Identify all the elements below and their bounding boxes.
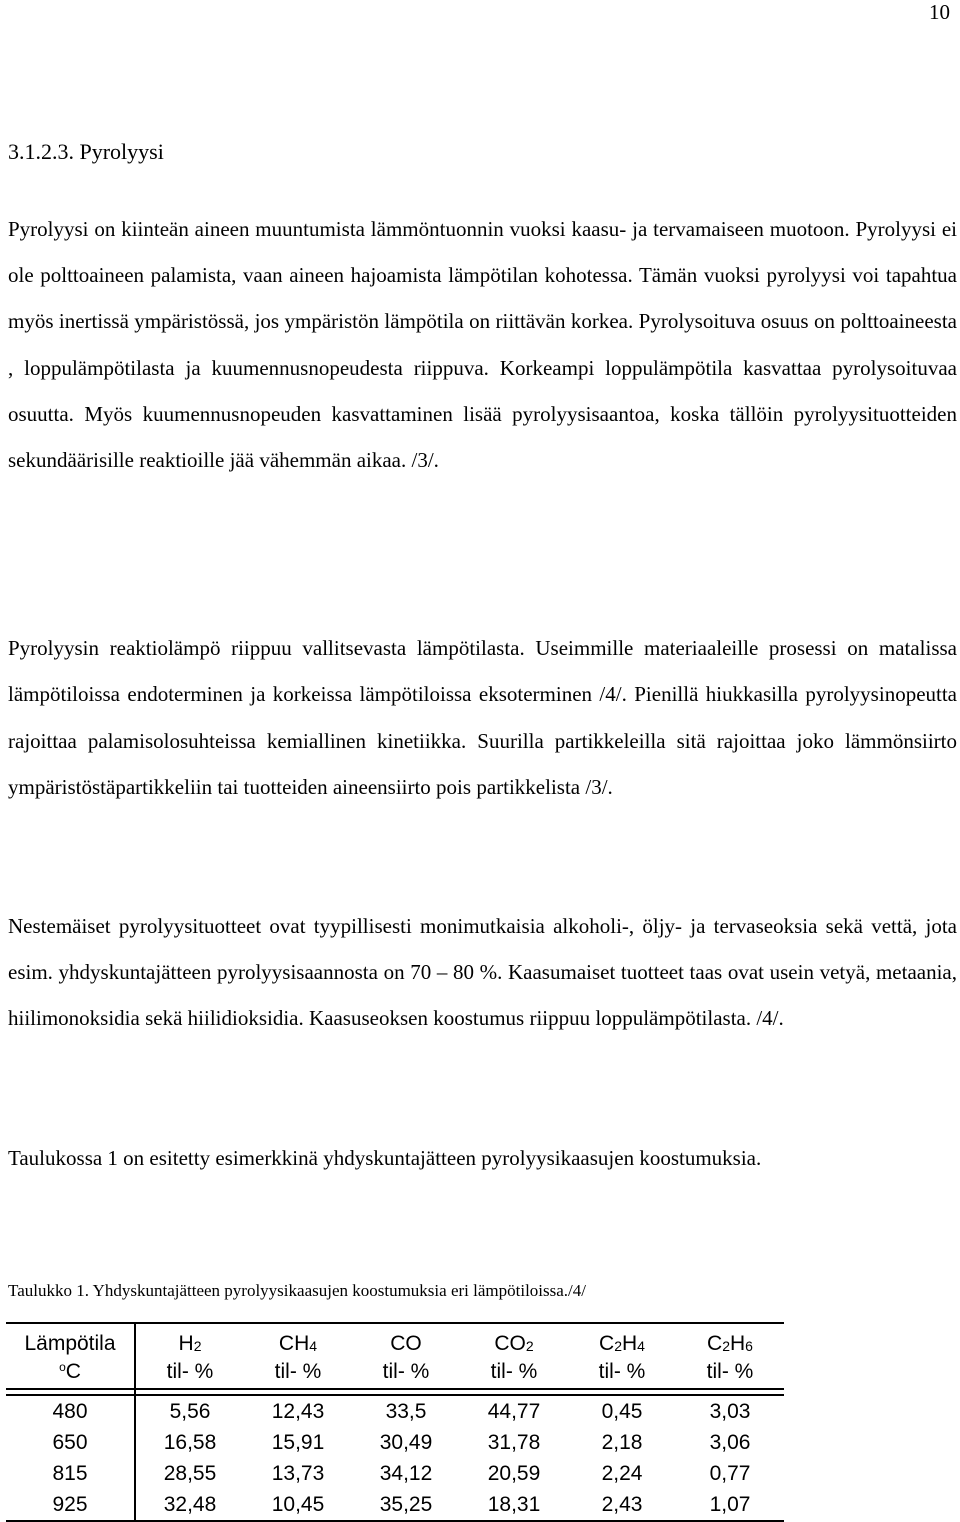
cell-value: 18,31 xyxy=(460,1489,568,1521)
cell-value: 3,03 xyxy=(676,1395,784,1427)
unit-h2: til- % xyxy=(135,1356,244,1389)
cell-value: 31,78 xyxy=(487,1430,541,1454)
unit-ch4: til- % xyxy=(244,1356,352,1389)
cell-value: 3,06 xyxy=(709,1430,751,1454)
paragraph-pyrolysis-products: Nestemäiset pyrolyysituotteet ovat tyypillisesti monimutkaisia alkoholi-, öljy- ja tervaseoksia sekä vettä, jota esim. yhdyskuntajätteen pyrolyysisaannosta on 70 – 80 %. Kaasumaiset tuotteet taas ovat usein vetyä, metaania, hiilimonoksidia sekä hiilidioksidia. Kaasuseoksen koostumus riippuu loppulämpötilasta. /4/. xyxy=(8,914,957,1030)
unit-c2h4: til- % xyxy=(568,1356,676,1389)
paragraph-table-reference: Taulukossa 1 on esitetty esimerkkinä yhdyskuntajätteen pyrolyysikaasujen koostumuksia. xyxy=(8,1146,762,1170)
table-row xyxy=(6,1489,784,1521)
section-heading: 3.1.2.3. Pyrolyysi xyxy=(8,139,164,164)
header-c2h6: $C_2H_6$ xyxy=(676,1323,784,1356)
cell-value: 13,73 xyxy=(271,1461,325,1485)
header-co: CO xyxy=(352,1323,460,1356)
cell-value: 1,07 xyxy=(676,1489,784,1521)
cell-value: 2,43 xyxy=(568,1489,676,1521)
table-row xyxy=(6,1395,784,1427)
cell-value: 44,77 xyxy=(460,1395,568,1427)
cell-value: 32,48 xyxy=(135,1489,244,1521)
cell-value: 34,12 xyxy=(379,1461,433,1485)
cell-temperature: 650 xyxy=(52,1430,88,1454)
cell-value: 16,58 xyxy=(135,1427,244,1458)
page-number: 10 xyxy=(929,0,950,24)
cell-value: 33,5 xyxy=(352,1395,460,1427)
table-row xyxy=(6,1427,784,1458)
cell-value: 12,43 xyxy=(244,1395,352,1427)
cell-value: 15,91 xyxy=(271,1430,325,1454)
paragraph-reaction-heat: Pyrolyysin reaktiolämpö riippuu vallitsevasta lämpötilasta. Useimmille materiaaleille prosessi on matalissa lämpötiloissa endoterminen ja korkeissa lämpötiloissa eksoterminen /4/. Pienillä hiukkasilla pyrolyysinopeutta rajoittaa palamisolosuhteissa kemiallinen kinetiikka. Suurilla partikkeleilla sitä rajoittaa joko lämmönsiirto ympäristöstäpartikkeliin tai tuotteiden aineensiirto pois partikkelista /3/. xyxy=(8,636,957,800)
header-temperature: Lämpötila xyxy=(6,1323,135,1356)
header-co2: $CO_2$ xyxy=(460,1323,568,1356)
gas-composition-table xyxy=(6,1322,784,1522)
cell-value: 28,55 xyxy=(135,1458,244,1489)
table-unit-row xyxy=(6,1356,784,1389)
cell-value: 2,24 xyxy=(601,1461,643,1485)
cell-value: 10,45 xyxy=(244,1489,352,1521)
table-row xyxy=(6,1458,784,1489)
cell-temperature: 480 xyxy=(6,1395,135,1427)
unit-co: til- % xyxy=(352,1356,460,1389)
header-ch4: $CH_4$ xyxy=(244,1323,352,1356)
cell-value: 35,25 xyxy=(352,1489,460,1521)
cell-value: 20,59 xyxy=(487,1461,541,1485)
paragraph-pyrolysis-definition: Pyrolyysi on kiinteän aineen muuntumista lämmöntuonnin vuoksi kaasu- ja tervamaiseen muotoon. Pyrolyysi ei ole polttoaineen palamista, vaan aineen hajoamista lämpötilan kohotessa. Tämän vuoksi pyrolyysi voi tapahtua myös inertissä ympäristössä, jos ympäristön lämpötila on riittävän korkea. Pyrolysoituva osuus on polttoaineesta , loppulämpötilasta ja kuumennusnopeudesta riippuva. Korkeampi loppulämpötila kasvattaa pyrolysoituvaa osuutta. Myös kuumennusnopeuden kasvattaminen lisää pyrolyysisaantoa, koska tällöin pyrolyysituotteiden sekundäärisille reaktioille jää vähemmän aikaa. /3/. xyxy=(8,217,957,473)
unit-c2h6: til- % xyxy=(676,1356,784,1389)
unit-temperature: $^o$C xyxy=(6,1356,135,1389)
cell-value: 30,49 xyxy=(379,1430,433,1454)
cell-temperature: 815 xyxy=(52,1461,88,1485)
cell-value: 0,45 xyxy=(568,1395,676,1427)
cell-value: 5,56 xyxy=(135,1395,244,1427)
table-caption: Taulukko 1. Yhdyskuntajätteen pyrolyysikaasujen koostumuksia eri lämpötiloissa./4/ xyxy=(8,1281,586,1300)
header-c2h4: $C_2H_4$ xyxy=(568,1323,676,1356)
header-h2: $H_2$ xyxy=(135,1323,244,1356)
cell-value: 0,77 xyxy=(709,1461,751,1485)
unit-co2: til- % xyxy=(460,1356,568,1389)
cell-value: 2,18 xyxy=(601,1430,643,1454)
table-header-row xyxy=(6,1323,784,1356)
cell-temperature: 925 xyxy=(6,1489,135,1521)
